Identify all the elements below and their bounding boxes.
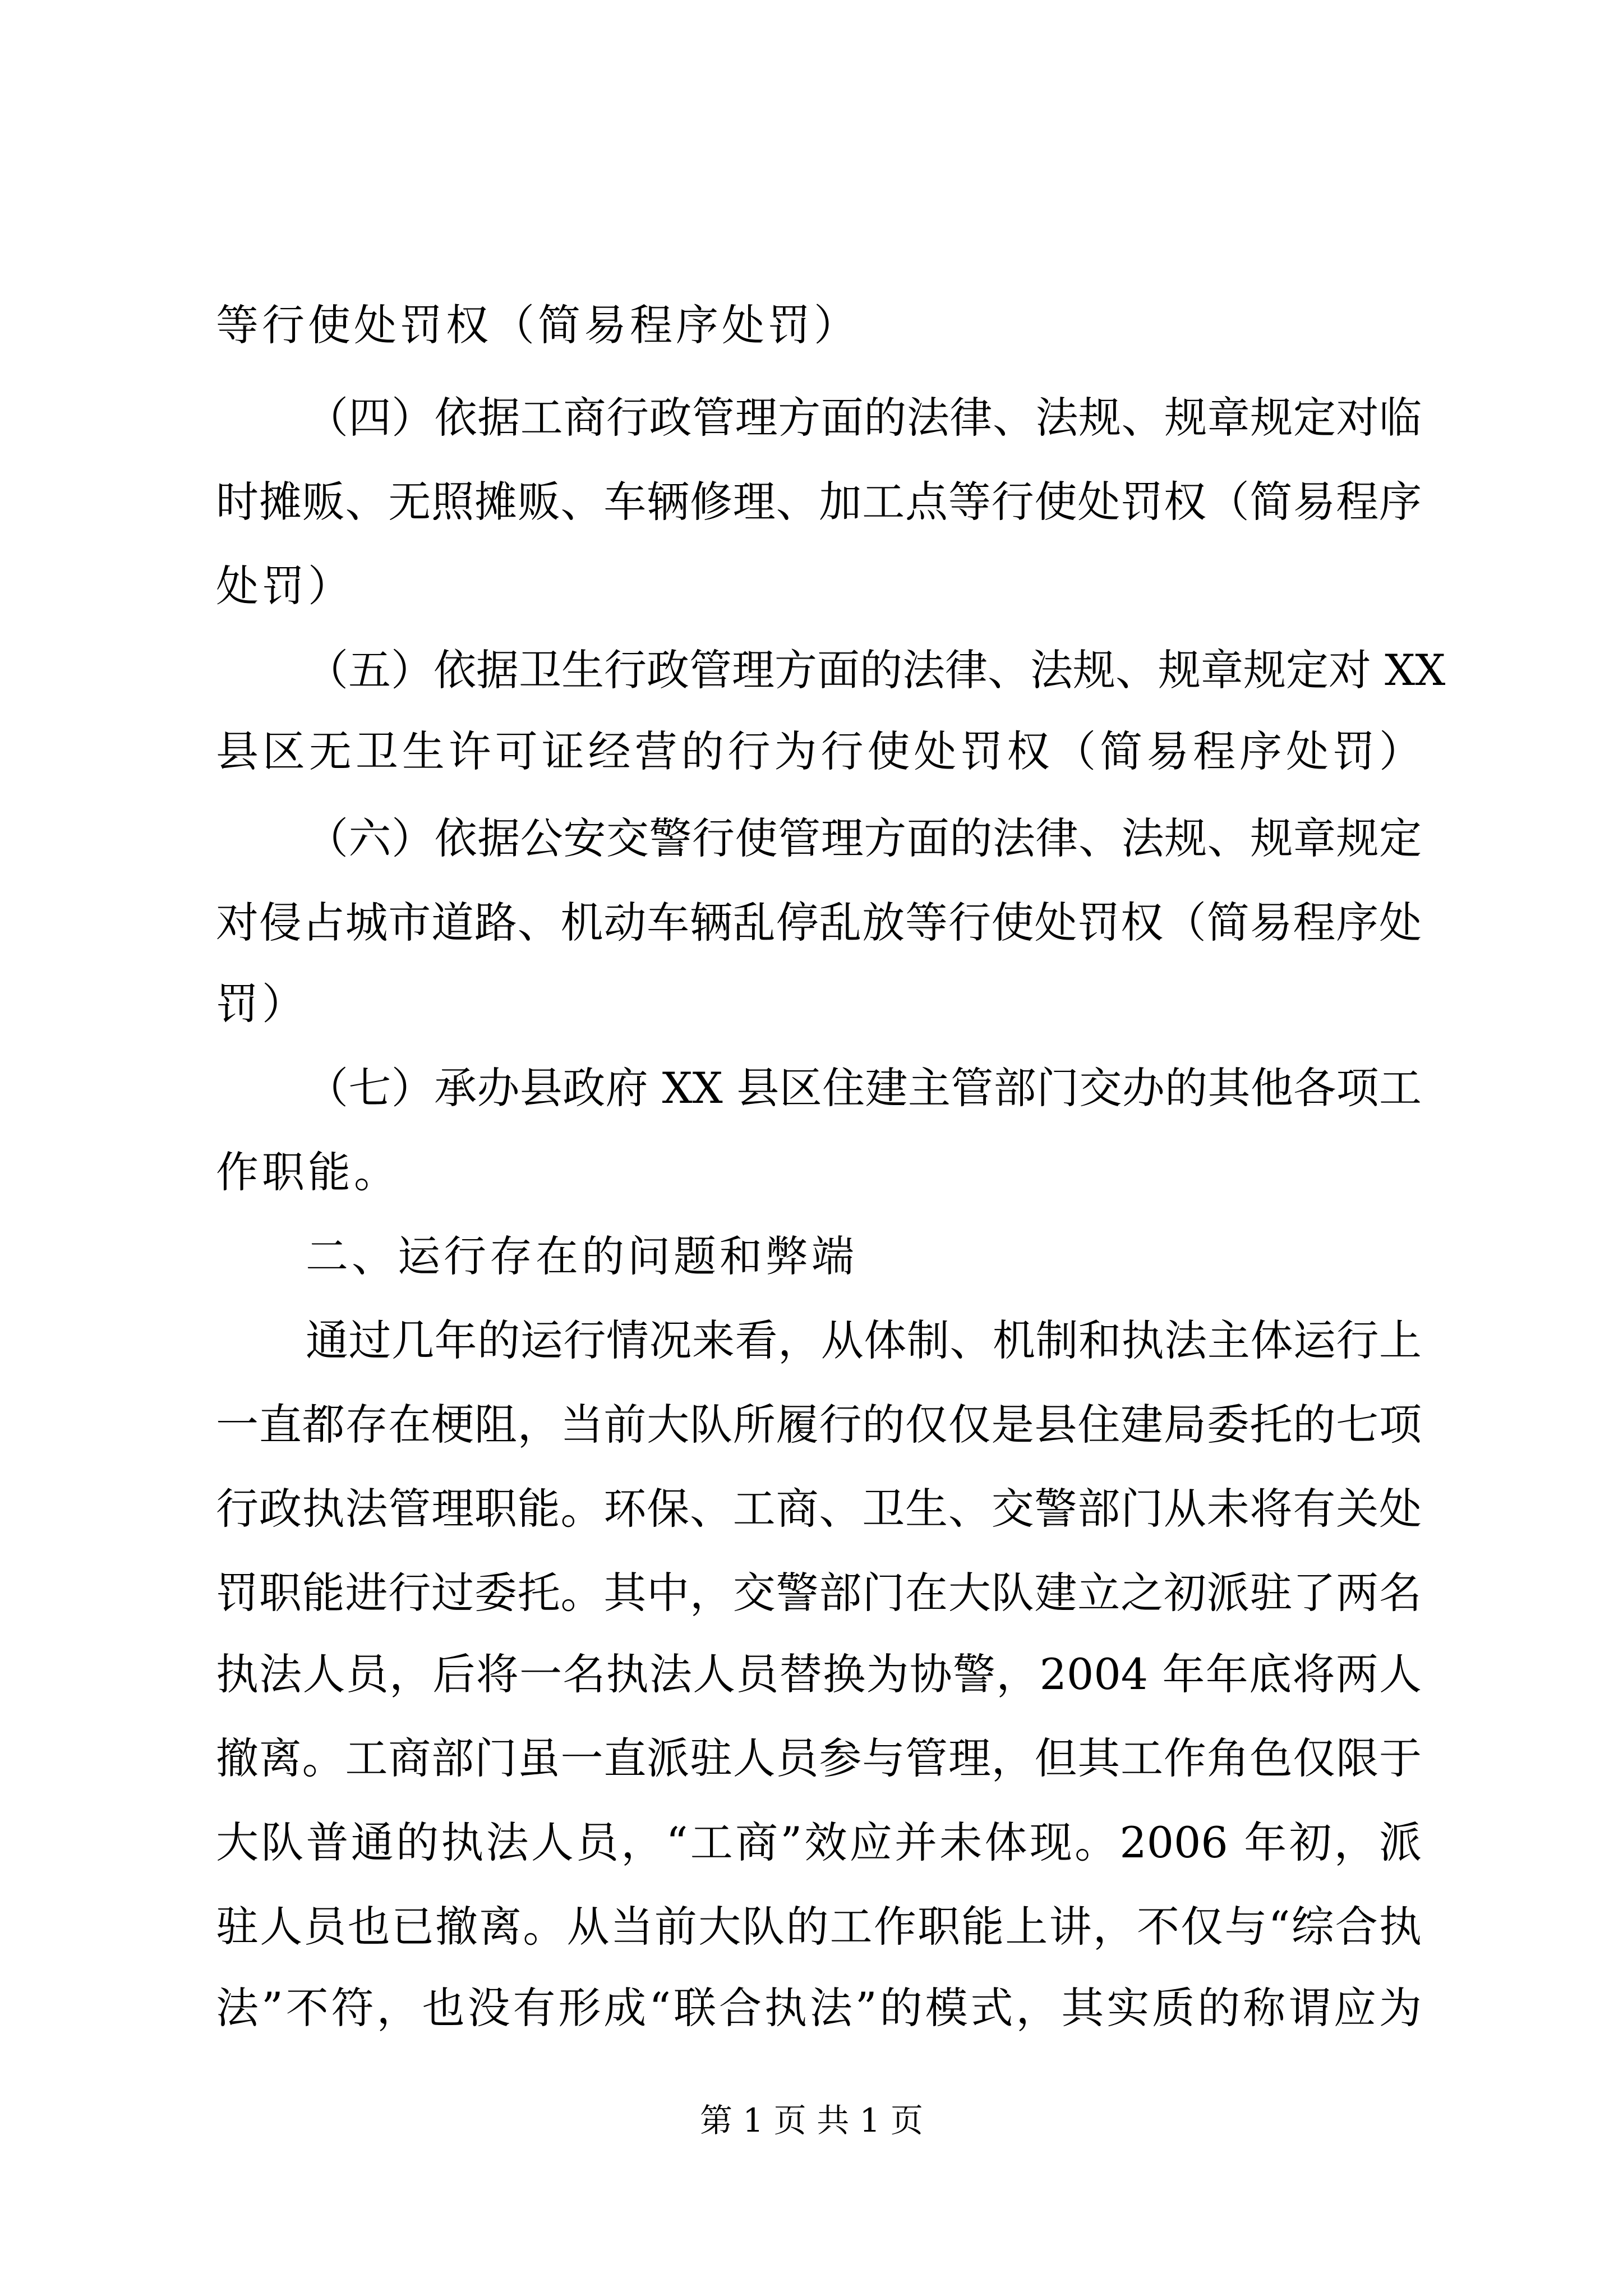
text-line-2: （四）依据工商行政管理方面的法律、法规、规章规定对临 xyxy=(306,393,1422,443)
text-line-19: 大队普通的执法人员，“工商”效应并未体现。2006 年初，派 xyxy=(216,1818,1422,1867)
text-line-5: （五）依据卫生行政管理方面的法律、法规、规章规定对 XX xyxy=(306,645,1446,695)
text-line-18: 撤离。工商部门虽一直派驻人员参与管理，但其工作角色仅限于 xyxy=(216,1733,1422,1783)
text-line-17: 执法人员，后将一名执法人员替换为协警，2004 年年底将两人 xyxy=(216,1649,1422,1699)
text-line-1: 等行使处罚权（简易程序处罚） xyxy=(216,300,860,350)
text-line-6: 县区无卫生许可证经营的行为行使处罚权（简易程序处罚） xyxy=(216,726,1422,776)
text-line-20: 驻人员也已撤离。从当前大队的工作职能上讲，不仅与“综合执 xyxy=(216,1902,1422,1952)
text-line-15: 行政执法管理职能。环保、工商、卫生、交警部门从未将有关处 xyxy=(216,1484,1422,1534)
text-line-10: （七）承办县政府 XX 县区住建主管部门交办的其他各项工 xyxy=(306,1063,1422,1113)
text-line-7: （六）依据公安交警行使管理方面的法律、法规、规章规定 xyxy=(306,813,1422,863)
text-line-11: 作职能。 xyxy=(216,1147,400,1197)
text-line-9: 罚） xyxy=(216,979,308,1029)
text-line-4: 处罚） xyxy=(216,561,354,611)
text-line-14: 一直都存在梗阻，当前大队所履行的仅仅是县住建局委托的七项 xyxy=(216,1400,1422,1450)
text-line-16: 罚职能进行过委托。其中，交警部门在大队建立之初派驻了两名 xyxy=(216,1568,1422,1618)
section-heading: 二、运行存在的问题和弊端 xyxy=(306,1231,857,1281)
text-line-8: 对侵占城市道路、机动车辆乱停乱放等行使处罚权（简易程序处 xyxy=(216,898,1422,947)
text-line-21: 法”不符，也没有形成“联合执法”的模式，其实质的称谓应为 xyxy=(216,1983,1422,2033)
page-number-footer: 第 1 页 共 1 页 xyxy=(700,2101,923,2139)
text-line-3: 时摊贩、无照摊贩、车辆修理、加工点等行使处罚权（简易程序 xyxy=(216,477,1422,527)
text-line-13: 通过几年的运行情况来看，从体制、机制和执法主体运行上 xyxy=(306,1315,1422,1365)
